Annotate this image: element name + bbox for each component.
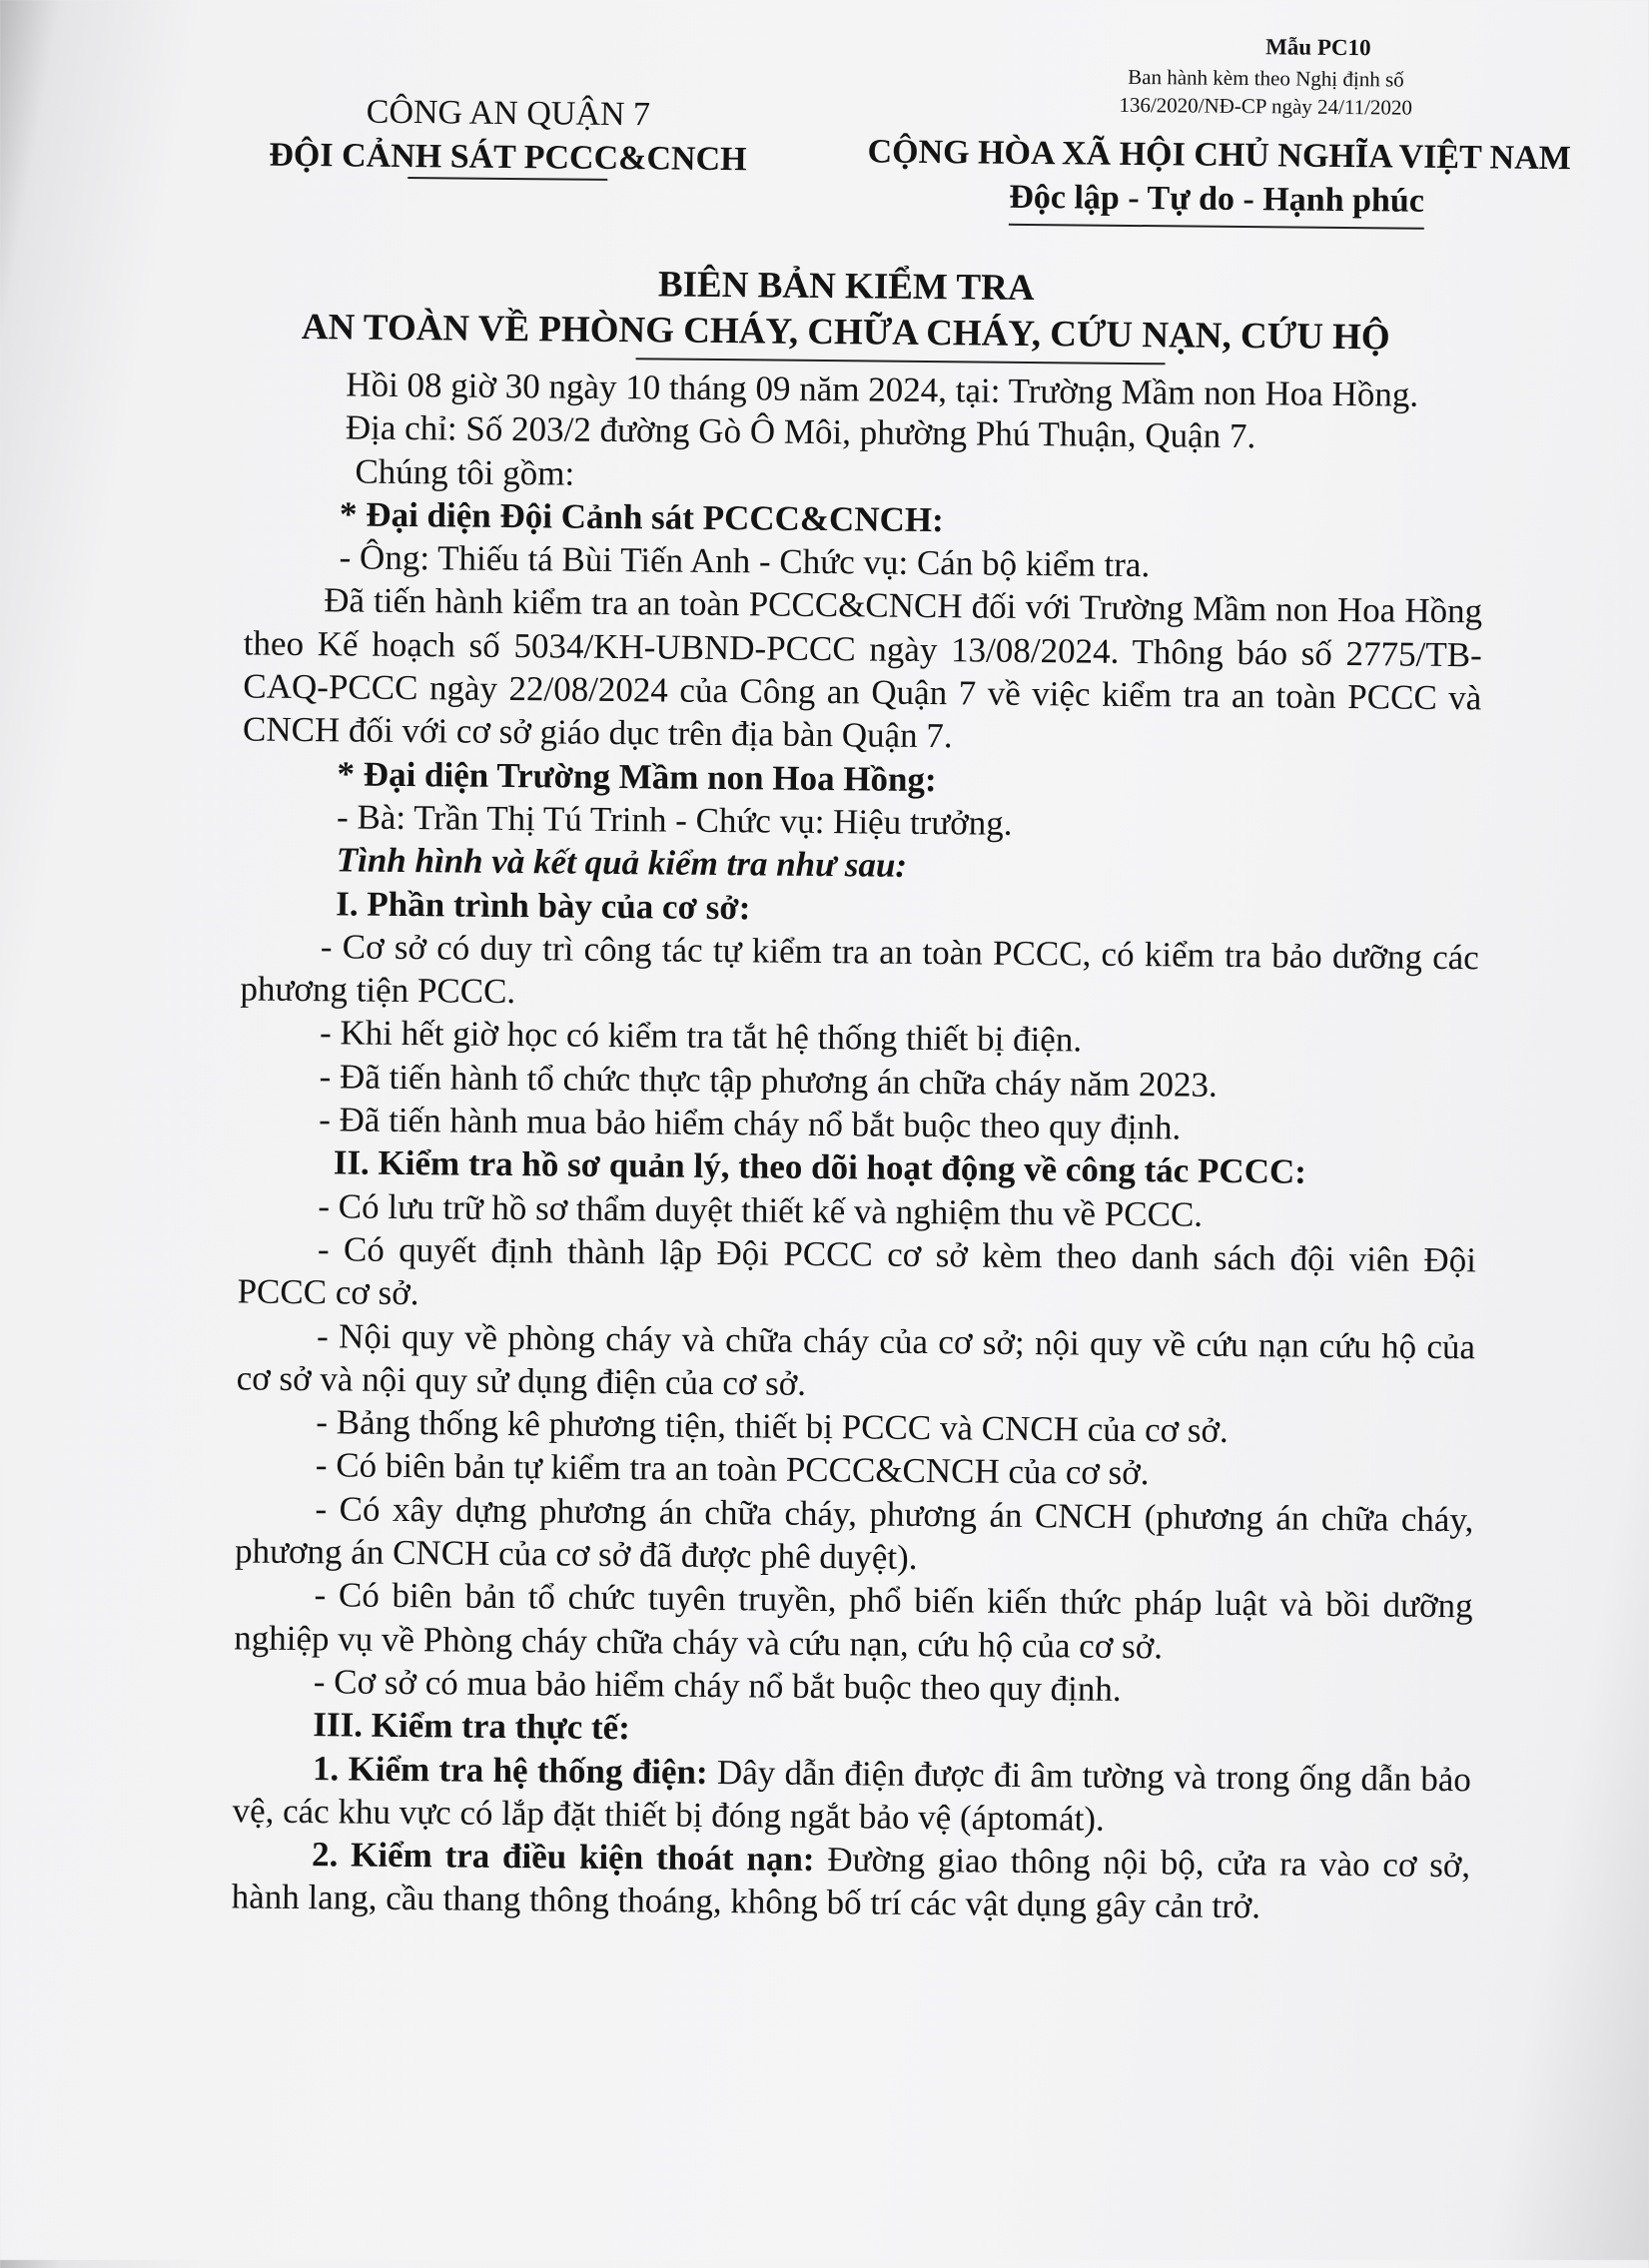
- form-code: Mẫu PC10: [1265, 34, 1371, 61]
- title-line1: BIÊN BẢN KIỂM TRA: [657, 264, 1035, 310]
- we-include: Chúng tôi gồm:: [355, 451, 575, 493]
- national-heading: [867, 130, 1572, 231]
- section2-item: - Có biên bản tổ chức tuyên truyền, phổ biến kiến thức pháp luật và bồi dưỡng nghiệp vụ về Phòng cháy chữa cháy và cứu nạn, cứu hộ của cơ sở.: [234, 1575, 1473, 1666]
- address: Địa chỉ: Số 203/2 đường Gò Ô Môi, phường Phú Thuận, Quận 7.: [345, 407, 1256, 456]
- section2-item: - Có lưu trữ hồ sơ thẩm duyệt thiết kế và nghiệm thu về PCCC.: [318, 1185, 1204, 1234]
- form-note: [1119, 63, 1412, 122]
- title-line2: AN TOÀN VỀ PHÒNG CHÁY, CHỮA CHÁY, CỨU NẠN, CỨU HỘ: [301, 306, 1390, 359]
- school-rep-member: - Bà: Trần Thị Tú Trinh - Chức vụ: Hiệu trưởng.: [336, 797, 1013, 843]
- section3-item2-text: Đường giao thông nội bộ, cửa ra vào cơ sở, hành lang, cầu thang thông thoáng, không bố trí các vật dụng gây cản trở.: [231, 1840, 1471, 1926]
- form-note-line2: 136/2020/NĐ-CP ngày 24/11/2020: [1119, 92, 1413, 120]
- section3-item2-label: 2. Kiểm tra điều kiện thoát nạn:: [311, 1835, 815, 1880]
- section2-item: - Có xây dựng phương án chữa cháy, phương án CNCH (phương án chữa cháy, phương án CNCH của cơ sở đã được phê duyệt).: [234, 1488, 1474, 1577]
- section1-item: - Cơ sở có duy trì công tác tự kiểm tra an toàn PCCC, có kiểm tra bảo dưỡng các phương tiện PCCC.: [240, 927, 1480, 1012]
- agency-line2: ĐỘI CẢNH SÁT PCCC&CNCH: [269, 136, 747, 179]
- section3-item1-label: 1. Kiểm tra hệ thống điện:: [312, 1748, 708, 1792]
- section2-item: - Cơ sở có mua bảo hiểm cháy nổ bắt buộc theo quy định.: [313, 1662, 1122, 1709]
- section1-item: - Khi hết giờ học có kiểm tra tắt hệ thống thiết bị điện.: [319, 1013, 1083, 1060]
- document-body: [232, 362, 1485, 1930]
- police-rep-member: - Ông: Thiếu tá Bùi Tiến Anh - Chức vụ: Cán bộ kiểm tra.: [339, 537, 1151, 585]
- section2-item: - Có quyết định thành lập Đội PCCC cơ sở kèm theo danh sách đội viên Đội PCCC cơ sở.: [237, 1229, 1477, 1313]
- section1-item: - Đã tiến hành tổ chức thực tập phương án chữa cháy năm 2023.: [319, 1056, 1218, 1105]
- issuing-agency: [248, 89, 768, 182]
- police-rep-heading: * Đại diện Đội Cảnh sát PCCC&CNCH:: [339, 494, 944, 540]
- section3-heading: III. Kiểm tra thực tế:: [313, 1705, 631, 1748]
- section2-item: - Có biên bản tự kiểm tra an toàn PCCC&CNCH của cơ sở.: [315, 1445, 1150, 1493]
- document-title: [247, 258, 1446, 362]
- title-underline: [636, 358, 1166, 365]
- section3-item2: [232, 1832, 1471, 1929]
- time-place: Hồi 08 giờ 30 ngày 10 tháng 09 năm 2024, tại: Trường Mầm non Hoa Hồng.: [346, 365, 1419, 414]
- section3-item1: [232, 1746, 1471, 1844]
- agency-line1: CÔNG AN QUẬN 7: [366, 93, 651, 134]
- school-rep-heading: * Đại diện Trường Mầm non Hoa Hồng:: [337, 754, 937, 799]
- nation-name: CỘNG HÒA XÃ HỘI CHỦ NGHĨA VIỆT NAM: [867, 133, 1572, 178]
- section2-item: - Nội quy về phòng cháy và chữa cháy của cơ sở; nội quy về cứu nạn cứu hộ của cơ sở và nội quy sử dụng điện của cơ sở.: [236, 1315, 1476, 1403]
- section1-item: - Đã tiến hành mua bảo hiểm cháy nổ bắt buộc theo quy định.: [319, 1100, 1182, 1147]
- form-note-line1: Ban hành kèm theo Nghị định số: [1128, 64, 1404, 92]
- inspection-statement: Đã tiến hành kiểm tra an toàn PCCC&CNCH đối với Trường Mầm non Hoa Hồng theo Kế hoạch số 5034/KH-UBND-PCCC ngày 13/08/2024. Thông báo số 2775/TB-CAQ-PCCC ngày 22/08/2024 của Công an Quận 7 về việc kiểm tra an toàn PCCC và CNCH đối với cơ sở giáo dục trên địa bàn Quận 7.: [242, 580, 1483, 756]
- section2-item: - Bảng thống kê phương tiện, thiết bị PCCC và CNCH của cơ sở.: [316, 1402, 1229, 1451]
- section2-heading: II. Kiểm tra hồ sơ quản lý, theo dõi hoạt động về công tác PCCC:: [333, 1142, 1307, 1192]
- section1-heading: I. Phần trình bày của cơ sở:: [336, 883, 751, 927]
- national-motto: Độc lập - Tự do - Hạnh phúc: [1009, 176, 1424, 230]
- results-heading: Tình hình và kết quả kiểm tra như sau:: [336, 840, 908, 886]
- section3-item1-text: Dây dẫn điện được đi âm tường và trong ống dẫn bảo vệ, các khu vực có lắp đặt thiết bị đóng ngắt bảo vệ (áptomát).: [232, 1752, 1472, 1839]
